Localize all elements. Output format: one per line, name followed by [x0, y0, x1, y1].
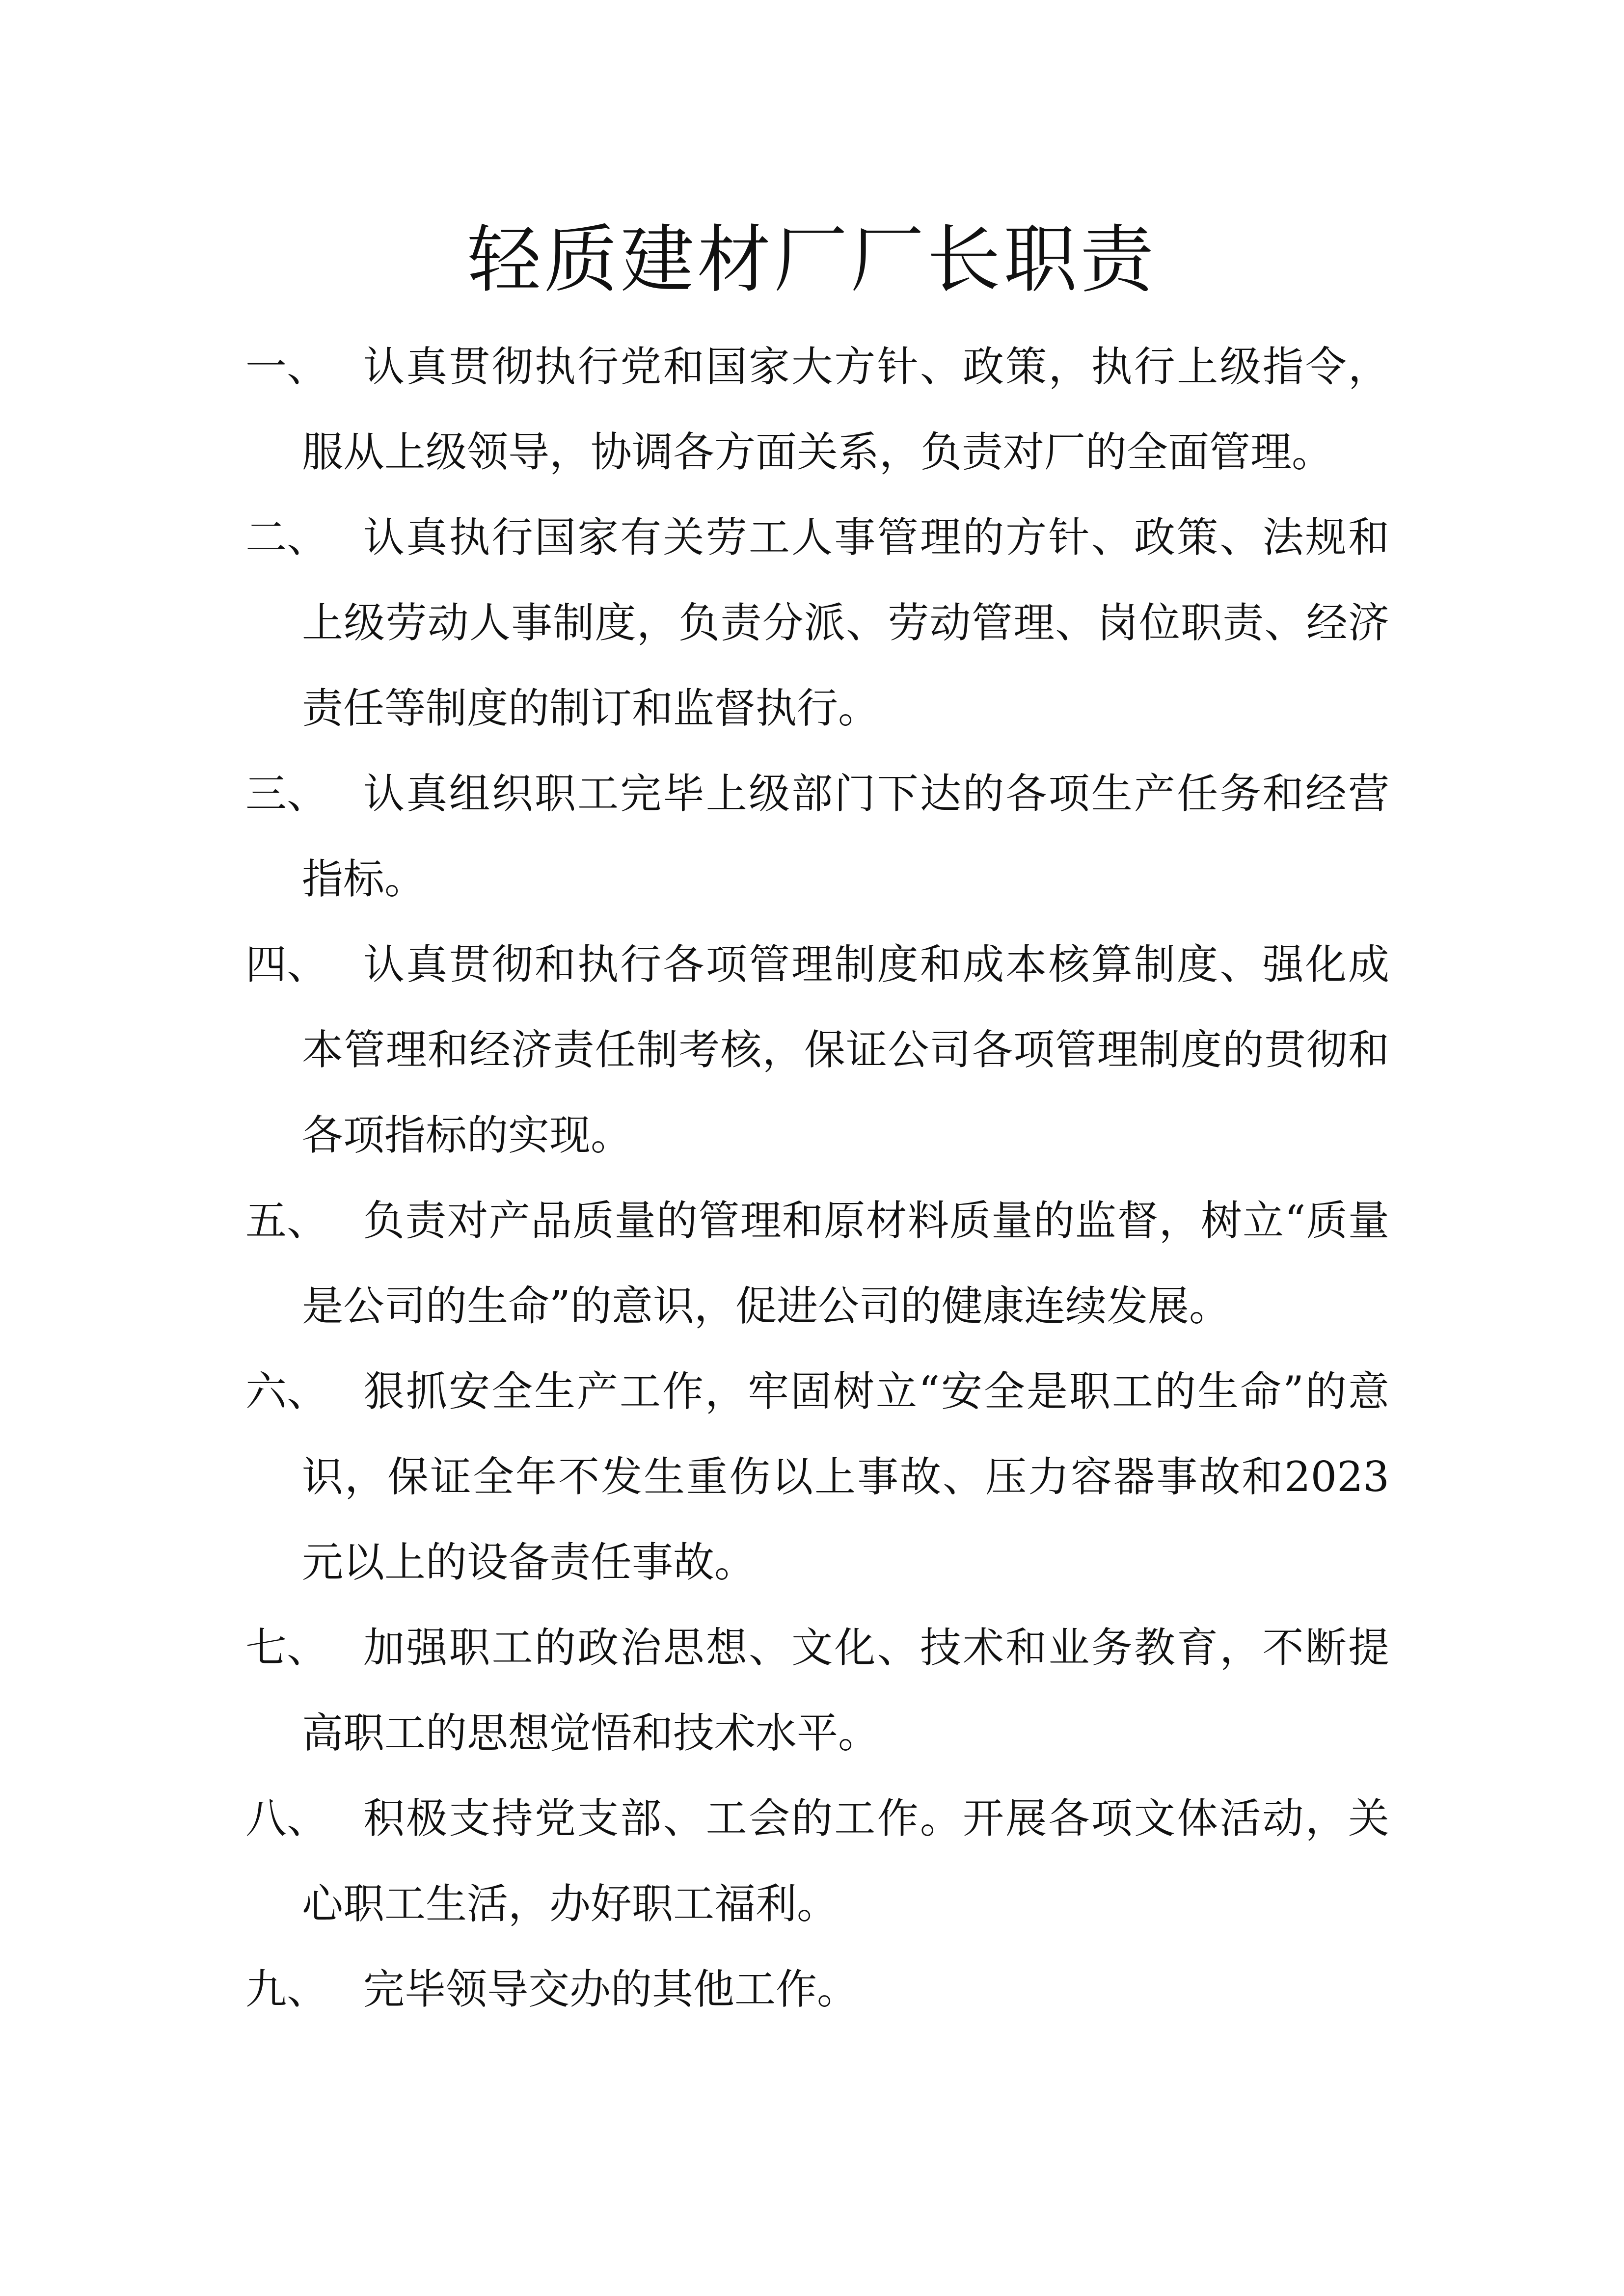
- document-title: 轻质建材厂厂长职责: [467, 217, 1157, 303]
- duty-number: 二、: [245, 513, 328, 561]
- duty-text: 负责对产品质量的管理和原材料质量的监督，树立“质量是公司的生命”的意识，促进公司的健康连续发展。: [302, 1197, 1389, 1330]
- duty-text: 认真组织职工完毕上级部门下达的各项生产任务和经营指标。: [302, 770, 1389, 903]
- duty-number: 三、: [245, 770, 328, 818]
- duty-text: 加强职工的政治思想、文化、技术和业务教育，不断提高职工的思想觉悟和技术水平。: [302, 1624, 1389, 1757]
- duty-number: 四、: [245, 940, 328, 988]
- duty-item-8: [245, 1776, 1389, 1947]
- duty-text: 认真贯彻和执行各项管理制度和成本核算制度、强化成本管理和经济责任制考核，保证公司各项管理制度的贯彻和各项指标的实现。: [302, 940, 1389, 1159]
- duty-list: [245, 324, 1389, 2032]
- duty-item-1: [245, 324, 1389, 495]
- duty-text: 狠抓安全生产工作，牢固树立“安全是职工的生命”的意识，保证全年不发生重伤以上事故、压力容器事故和2023元以上的设备责任事故。: [302, 1367, 1389, 1586]
- duty-item-6: [245, 1349, 1389, 1605]
- duty-text: 认真贯彻执行党和国家大方针、政策，执行上级指令，服从上级领导，协调各方面关系，负责对厂的全面管理。: [302, 343, 1389, 476]
- duty-item-2: [245, 495, 1389, 751]
- duty-text: 认真执行国家有关劳工人事管理的方针、政策、法规和上级劳动人事制度，负责分派、劳动管理、岗位职责、经济责任等制度的制订和监督执行。: [302, 513, 1389, 732]
- duty-number: 五、: [245, 1197, 328, 1245]
- duty-item-5: [245, 1178, 1389, 1349]
- duty-text: 完毕领导交办的其他工作。: [363, 1965, 859, 2013]
- duty-number: 一、: [245, 343, 328, 391]
- duty-number: 七、: [245, 1624, 328, 1672]
- duty-item-4: [245, 922, 1389, 1178]
- duty-item-9: [245, 1947, 1389, 2032]
- duty-item-7: [245, 1605, 1389, 1776]
- duty-item-3: [245, 751, 1389, 922]
- duty-text: 积极支持党支部、工会的工作。开展各项文体活动，关心职工生活，办好职工福利。: [302, 1794, 1389, 1928]
- duty-number: 六、: [245, 1367, 328, 1415]
- duty-number: 八、: [245, 1794, 328, 1842]
- duty-number: 九、: [245, 1965, 328, 2013]
